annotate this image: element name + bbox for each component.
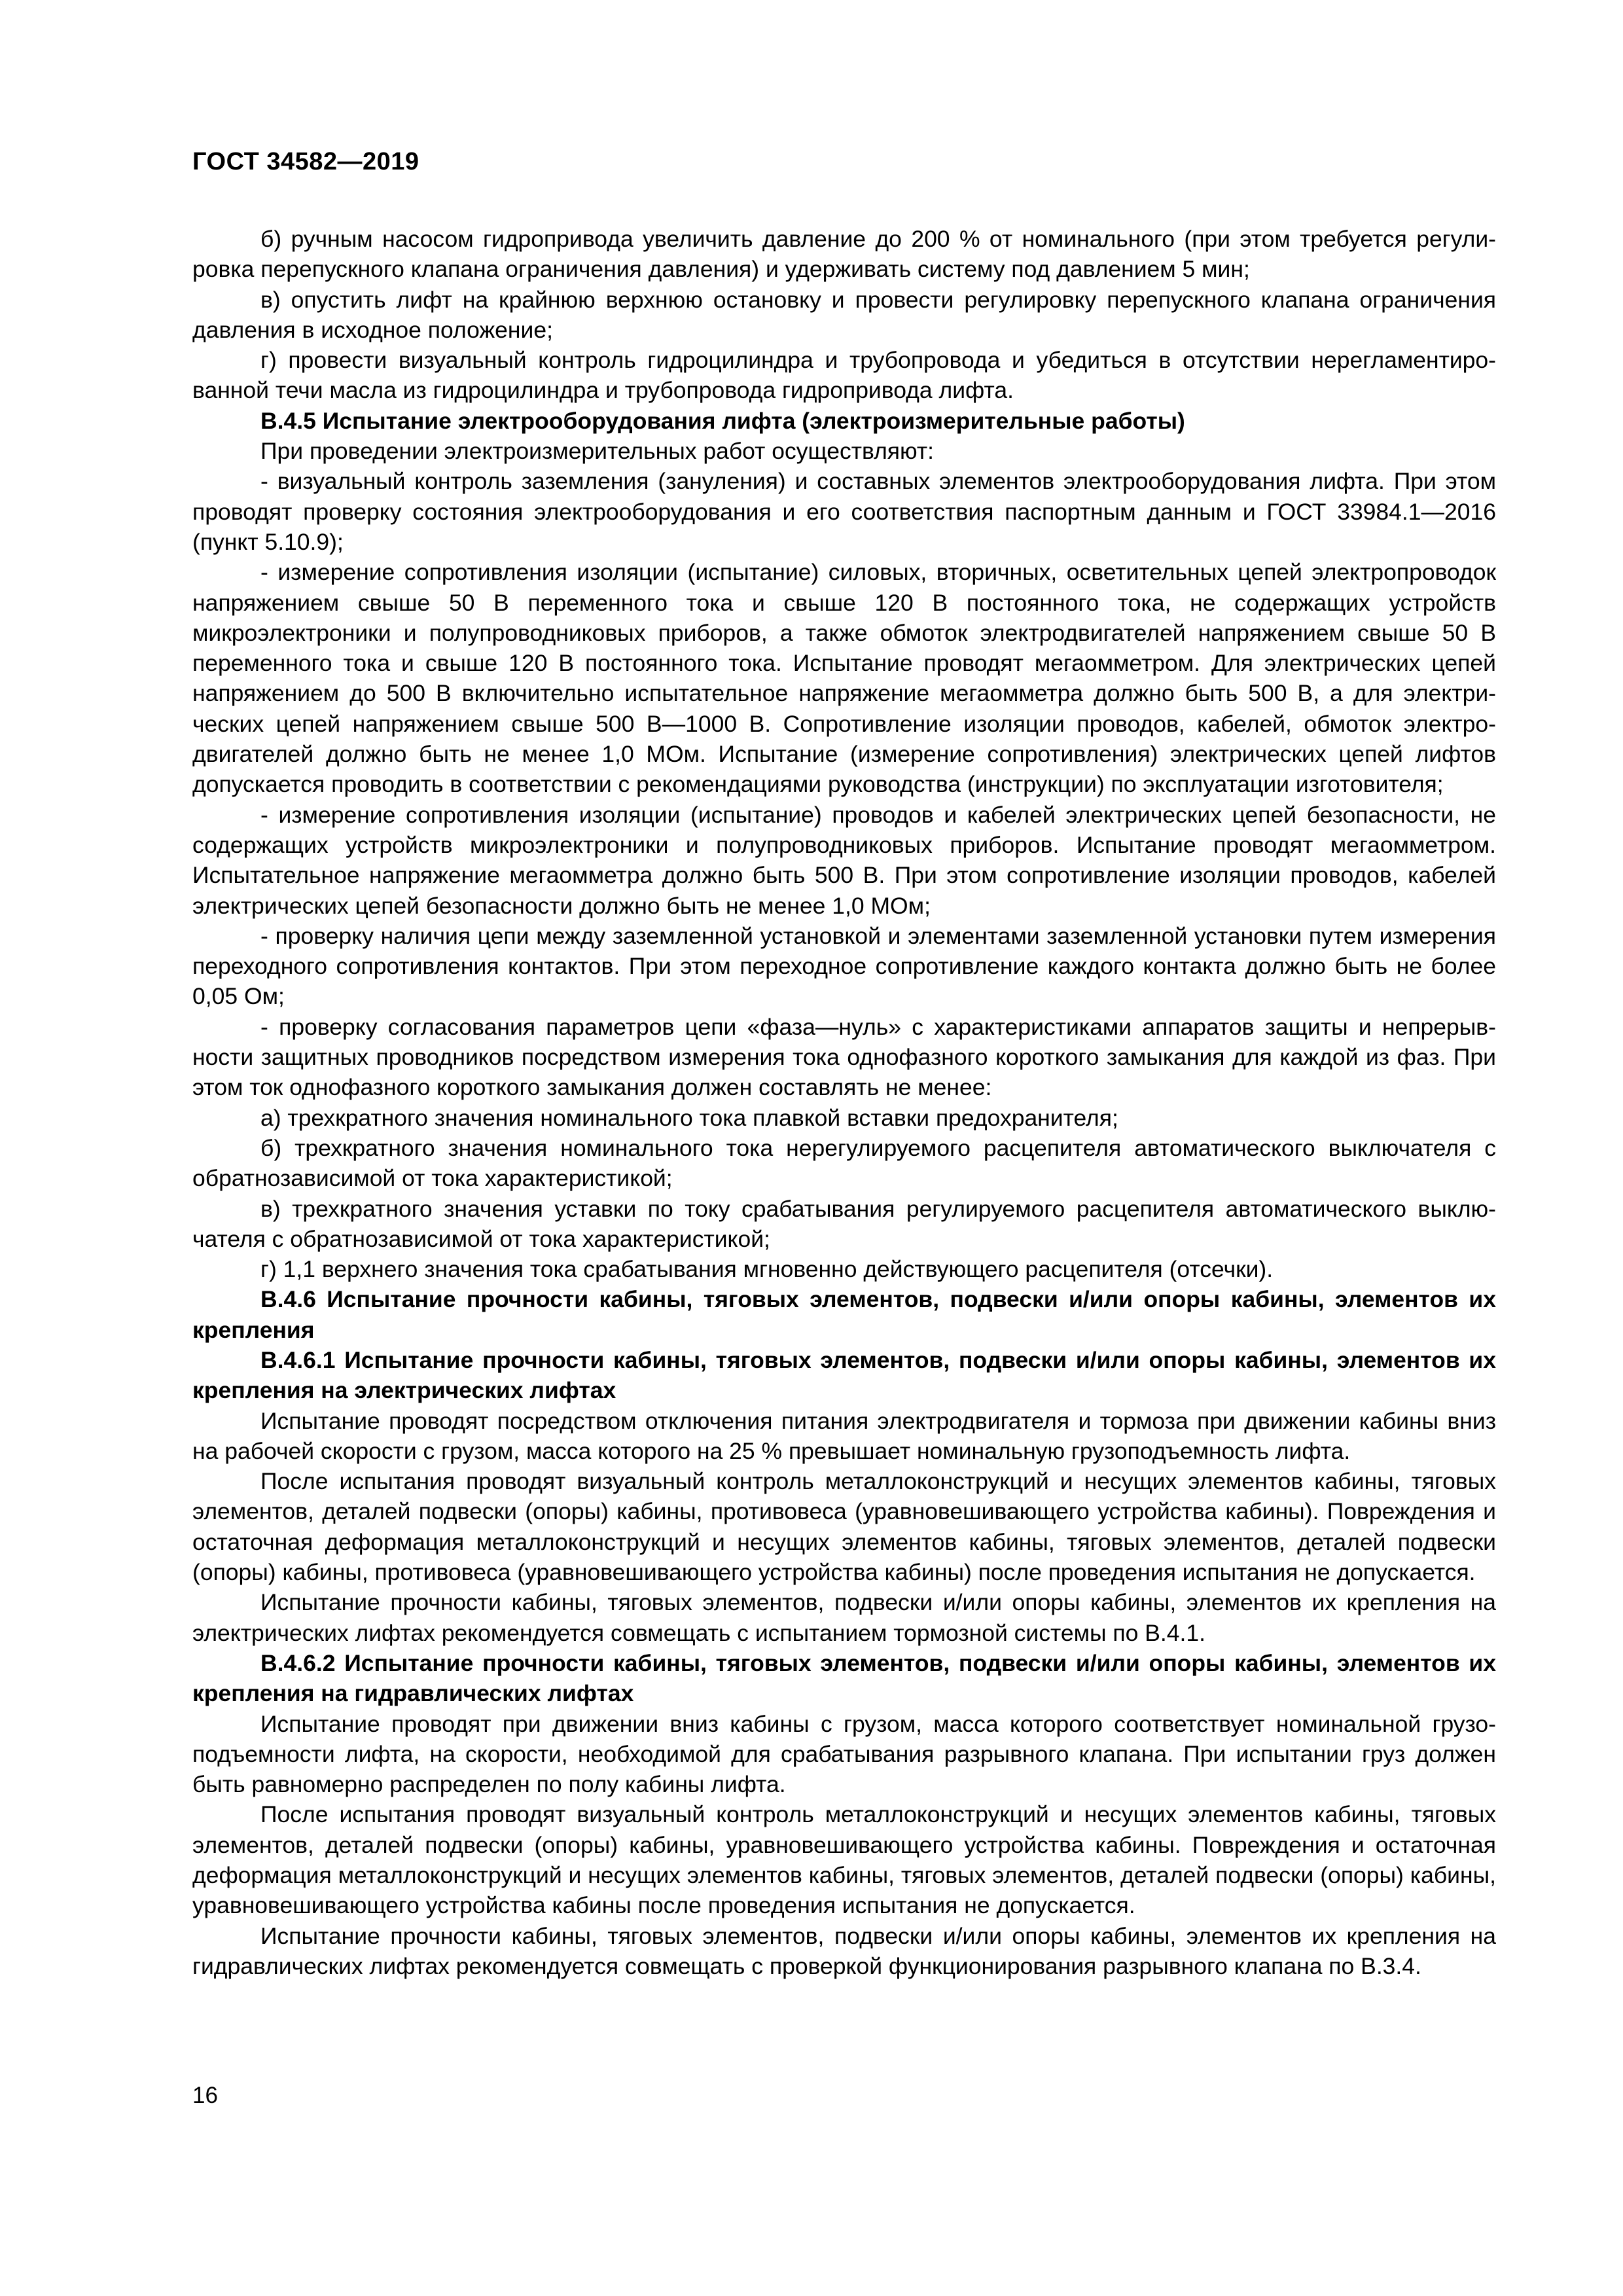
list-item-g: г) провести визуальный контроль гидроцилиндра и трубопровода и убедиться в отсутствии нерегламентированной течи масла из гидроцилиндра и трубопровода гидропривода лифта. <box>192 347 1496 404</box>
list-item: - измерение сопротивления изоляции (испытание) проводов и кабелей электрических цепей безопасности, не содержащих устройств микроэлектроники и полупроводниковых приборов. Испытание проводят мегаомметром. Испытательное напряжение мегаомметра должно быть 500 В. При этом сопротивление изоляции проводов, кабелей электрических цепей безопасности должно быть не менее 1,0 МОм; <box>192 801 1496 919</box>
list-item: - визуальный контроль заземления (зануления) и составных элементов электрооборудования лифта. При этом проводят проверку состояния электрооборудования и его соответствия паспортным данным и ГОСТ 33984.1—2016 (пункт 5.10.9); <box>192 468 1496 555</box>
list-item: - проверку согласования параметров цепи «фаза—нуль» с характеристиками аппаратов защиты и непрерывности защитных проводников посредством измерения тока однофазного короткого замыкания для каждой из фаз. При этом ток однофазного короткого замыкания должен составлять не менее: <box>192 1013 1496 1101</box>
document-header: ГОСТ 34582—2019 <box>192 148 419 175</box>
paragraph: Испытание проводят посредством отключения питания электродвигателя и тормоза при движении кабины вниз на рабочей скорости с грузом, масса которого на 25 % превышает номинальную грузоподъемность лифта. <box>192 1407 1496 1464</box>
paragraph: Испытание прочности кабины, тяговых элементов, подвески и/или опоры кабины, элементов их крепления на электрических лифтах рекомендуется совмещать с испытанием тормозной системы по В.4.1. <box>192 1589 1496 1646</box>
paragraph: После испытания проводят визуальный контроль металлоконструкций и несущих элементов кабины, тяговых элементов, деталей подвески (опоры) кабины, противовеса (уравновешивающего устройства кабины). Повреждения и остаточная деформация металлоконструкций и несущих элементов кабины, тяговых элементов, деталей подвески (опоры) кабины, противовеса (уравновешивающего устройства кабины) после проведения испытания не допускается. <box>192 1468 1496 1586</box>
section-heading-b-4-6: В.4.6 Испытание прочности кабины, тяговых элементов, подвески и/или опоры кабины, элементов их крепления <box>192 1286 1496 1343</box>
list-item: - проверку наличия цепи между заземленной установкой и элементами заземленной установки путем измерения переходного сопротивления контактов. При этом переходное сопротивление каждого контакта должно быть не более 0,05 Ом; <box>192 922 1496 1010</box>
document-body <box>192 224 1496 1981</box>
list-item: - измерение сопротивления изоляции (испытание) силовых, вторичных, осветительных цепей электропроводок напряжением свыше 50 В переменного тока и свыше 120 В постоянного тока, не содержащих устройств микроэлектроники и полупроводниковых приборов, а также обмоток электродвигателей напряжением свыше 50 В переменного тока и свыше 120 В постоянного тока. Испытание проводят мегаомметром. Для электрических цепей напряжением до 500 В включительно испытательное напряжение мегаомметра должно быть 500 В, а для электрических цепей напряжением свыше 500 В—1000 В. Сопротивление изоляции проводов, кабелей, обмоток электродвигателей должно быть не менее 1,0 МОм. Испытание (измерение сопротивления) электрических цепей лифтов допускается проводить в соответствии с рекомендациями руководства (инструкции) по эксплуатации изготовителя; <box>192 559 1496 798</box>
page-number: 16 <box>192 2083 218 2108</box>
list-item-b: б) ручным насосом гидропривода увеличить давление до 200 % от номинального (при этом требуется регулировка перепускного клапана ограничения давления) и удерживать систему под давлением 5 мин; <box>192 226 1496 283</box>
list-item-a: а) трехкратного значения номинального тока плавкой вставки предохранителя; <box>260 1104 1118 1131</box>
paragraph: Испытание прочности кабины, тяговых элементов, подвески и/или опоры кабины, элементов их крепления на гидравлических лифтах рекомендуется совмещать с проверкой функционирования разрывного клапана по В.3.4. <box>192 1922 1496 1979</box>
section-heading-b-4-6-2: В.4.6.2 Испытание прочности кабины, тяговых элементов, подвески и/или опоры кабины, элементов их крепления на гидравлических лифтах <box>192 1649 1496 1707</box>
paragraph: При проведении электроизмерительных работ осуществляют: <box>260 438 934 465</box>
paragraph: После испытания проводят визуальный контроль металлоконструкций и несущих элементов кабины, тяговых элементов, деталей подвески (опоры) кабины, уравновешивающего устройства кабины. Повреждения и остаточная деформация металлоконструкций и несущих элементов кабины, тяговых элементов, деталей подвески (опоры) кабины, уравновешивающего устройства кабины после проведения испытания не допускается. <box>192 1801 1496 1919</box>
list-item-v: в) опустить лифт на крайнюю верхнюю остановку и провести регулировку перепускного клапана ограничения давления в исходное положение; <box>192 286 1496 343</box>
paragraph: Испытание проводят при движении вниз кабины с грузом, масса которого соответствует номинальной грузоподъемности лифта, на скорости, необходимой для срабатывания разрывного клапана. При испытании груз должен быть равномерно распределен по полу кабины лифта. <box>192 1710 1496 1798</box>
list-item-g: г) 1,1 верхнего значения тока срабатывания мгновенно действующего расцепителя (отсечки). <box>260 1256 1274 1283</box>
list-item-v: в) трехкратного значения уставки по току срабатывания регулируемого расцепителя автоматического выключателя с обратнозависимой от тока характеристикой; <box>192 1195 1496 1252</box>
section-heading-b-4-6-1: В.4.6.1 Испытание прочности кабины, тяговых элементов, подвески и/или опоры кабины, элементов их крепления на электрических лифтах <box>192 1346 1496 1404</box>
list-item-b: б) трехкратного значения номинального тока нерегулируемого расцепителя автоматического выключателя с обратнозависимой от тока характеристикой; <box>192 1134 1496 1192</box>
section-heading-b-4-5: В.4.5 Испытание электрооборудования лифта (электроизмерительные работы) <box>260 407 1185 434</box>
